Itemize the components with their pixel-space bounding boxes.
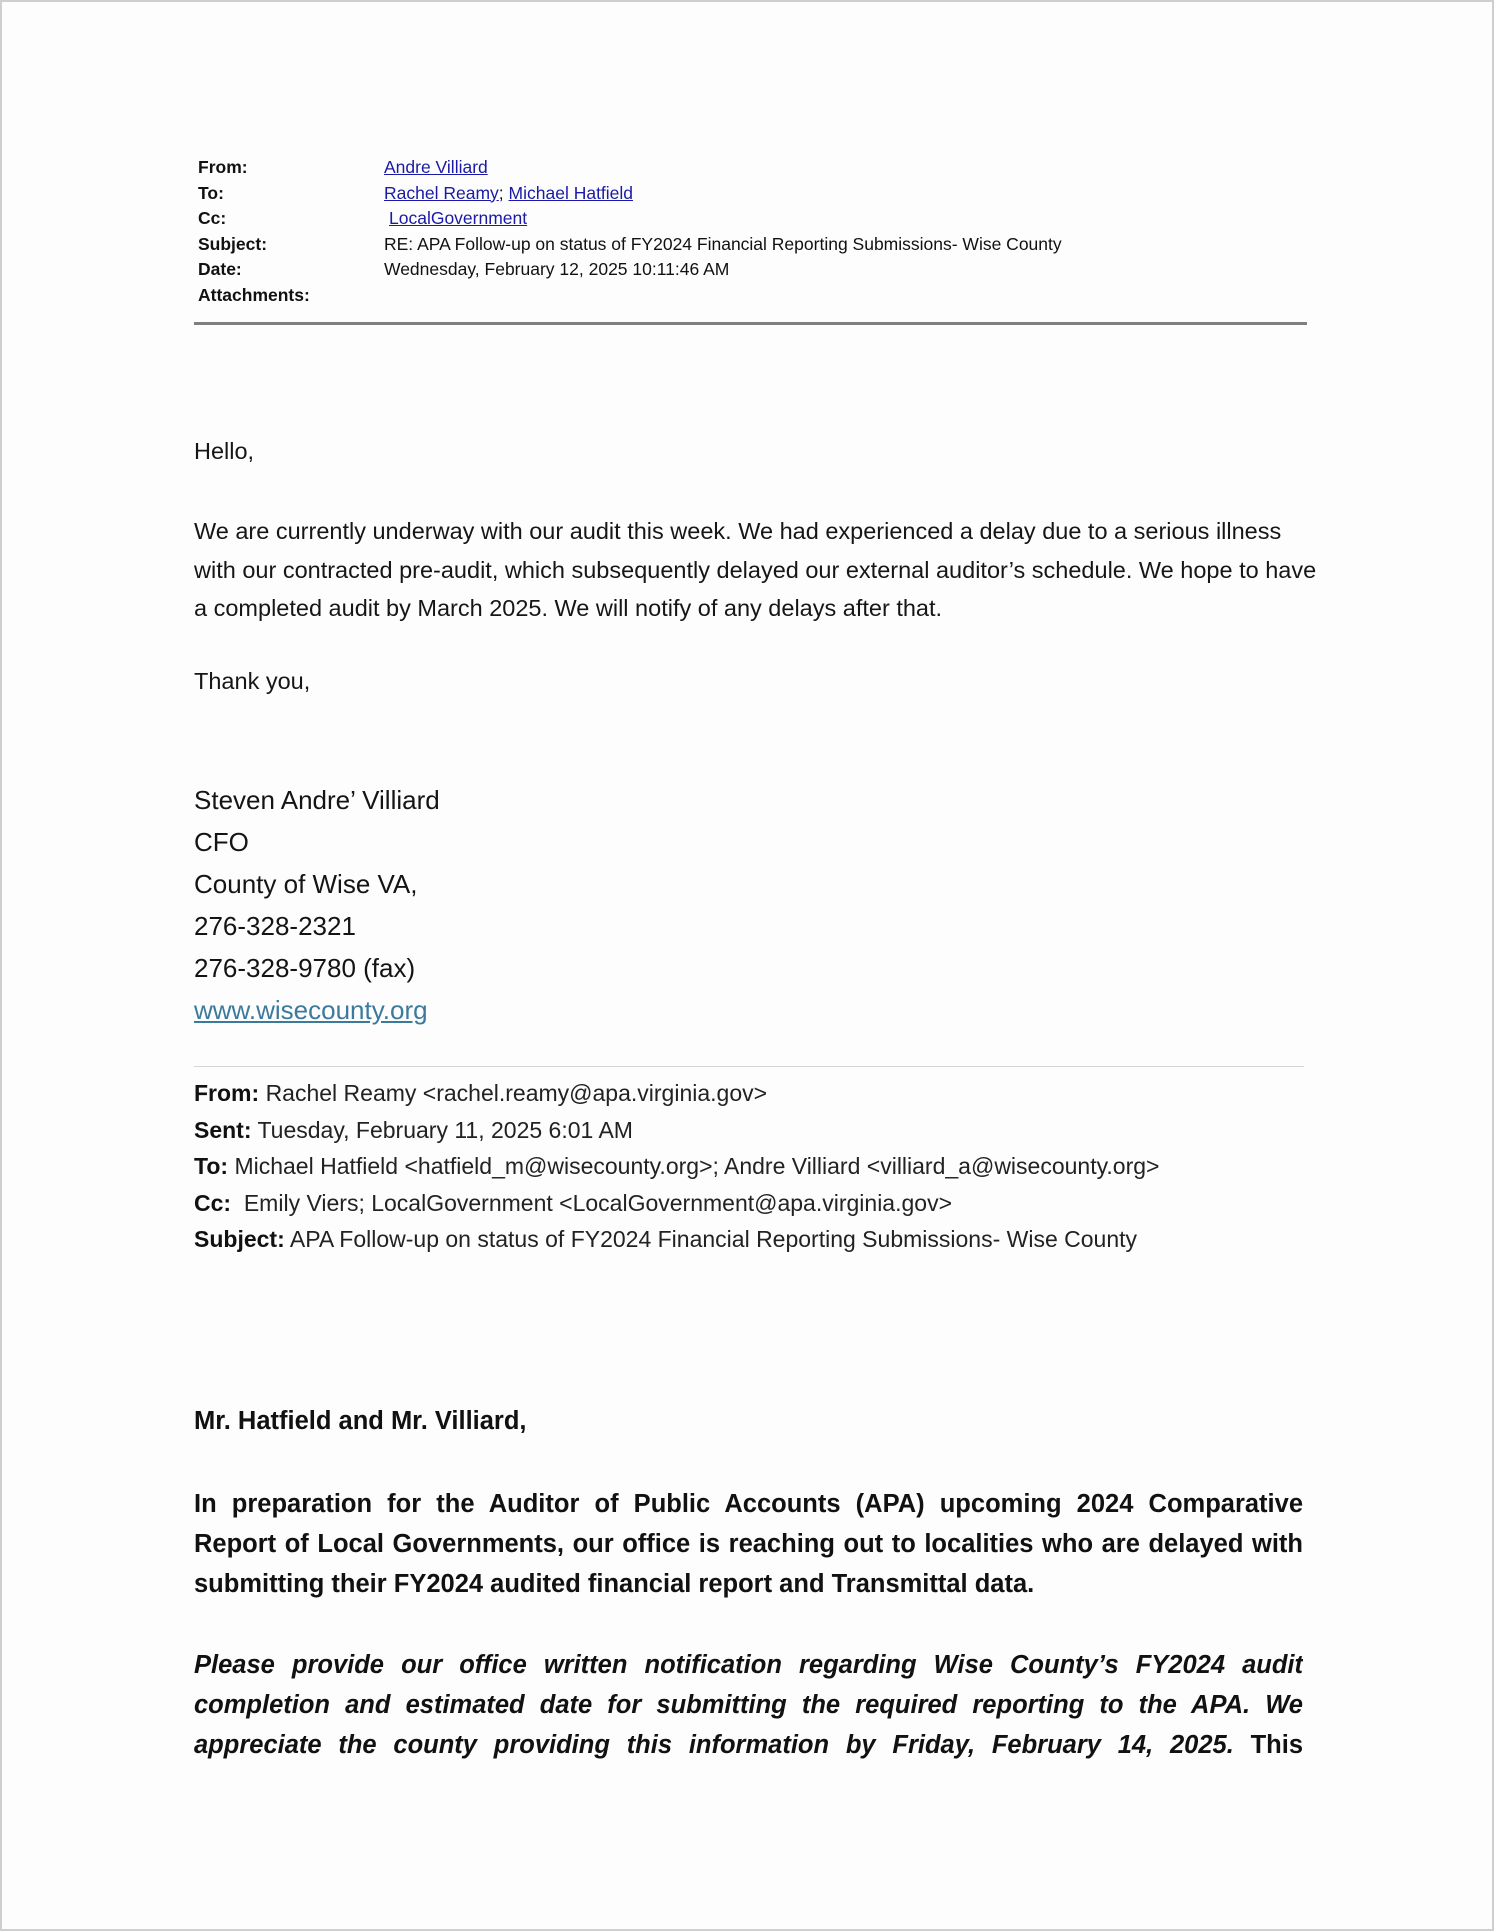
header-cc-label: Cc: [198,208,227,228]
recipient-separator: ; [498,182,504,203]
signature-name: Steven Andre’ Villiard [194,785,440,815]
signature-fax: 276-328-9780 (fax) [194,953,416,983]
email-header [198,155,1062,308]
original-paragraph-2-tail: This [1250,1731,1303,1759]
fwd-subject-row [194,1221,1159,1258]
fwd-to-label: To: [194,1153,229,1179]
fwd-from: Rachel Reamy <rachel.reamy@apa.virginia.gov> [265,1080,768,1106]
fwd-sent-label: Sent: [194,1116,252,1143]
signature-title: CFO [194,827,249,857]
signature-org: County of Wise VA, [194,869,418,899]
header-subject: RE: APA Follow-up on status of FY2024 Financial Reporting Submissions- Wise County [384,233,1062,254]
header-date-row [198,257,1062,283]
fwd-to-row [194,1148,1159,1185]
recipient-link-2[interactable]: Michael Hatfield [508,182,634,203]
fwd-to: Michael Hatfield <hatfield_m@wisecounty.org>; Andre Villiard <villiard_a@wisecounty.org> [234,1153,1160,1179]
original-salutation: Mr. Hatfield and Mr. Villiard, [194,1407,527,1435]
reply-greeting: Hello, [194,438,255,464]
reply-closing: Thank you, [194,668,311,694]
original-paragraph-2-italic: Please provide our office written notification regarding Wise County’s FY2024 audit completion and estimated date for submitting the required reporting to the APA. We appreciate the county providing this information by Friday, February 14, 2025. [194,1651,1303,1759]
fwd-subject-label: Subject: [194,1226,285,1252]
fwd-from-label: From: [194,1080,260,1106]
header-to-label: To: [198,182,224,203]
sender-link[interactable]: Andre Villiard [384,157,488,177]
header-cc-row [198,206,1062,232]
fwd-sent-row [194,1112,1159,1149]
header-attachments-label: Attachments: [198,284,310,305]
original-paragraph-1: In preparation for the Auditor of Public Accounts (APA) upcoming 2024 Comparative Report of Local Governments, our office is reaching out to localities who are delayed with submitting their FY2024 audited financial report and Transmittal data. [194,1490,1303,1598]
recipient-link-1[interactable]: Rachel Reamy [384,182,499,203]
header-date: Wednesday, February 12, 2025 10:11:46 AM [384,259,730,279]
header-attachments-row [198,283,1062,309]
cc-link[interactable]: LocalGovernment [389,208,528,228]
signature-block [194,779,440,1031]
fwd-cc-label: Cc: [194,1189,232,1216]
signature-website-link[interactable]: www.wisecounty.org [194,995,428,1025]
forwarded-header [194,1075,1159,1258]
signature-phone: 276-328-2321 [194,911,356,941]
header-subject-label: Subject: [198,233,268,254]
forwarded-separator [194,1066,1304,1067]
fwd-from-row [194,1075,1159,1112]
fwd-cc: Emily Viers; LocalGovernment <LocalGovernment@apa.virginia.gov> [243,1189,953,1216]
original-paragraph-2 [194,1645,1303,1767]
header-from-label: From: [198,157,248,177]
fwd-cc-row [194,1185,1159,1222]
header-subject-row [198,232,1062,258]
fwd-sent: Tuesday, February 11, 2025 6:01 AM [257,1116,633,1143]
reply-paragraph: We are currently underway with our audit this week. We had experienced a delay due to a serious illness with our contracted pre-audit, which subsequently delayed our external auditor’s schedule. We hope to have a completed audit by March 2025. We will notify of any delays after that. [194,518,1317,621]
header-divider [194,322,1307,325]
header-from-row [198,155,1062,181]
header-date-label: Date: [198,259,242,279]
fwd-subject: APA Follow-up on status of FY2024 Financial Reporting Submissions- Wise County [289,1226,1137,1252]
header-to-row [198,181,1062,207]
